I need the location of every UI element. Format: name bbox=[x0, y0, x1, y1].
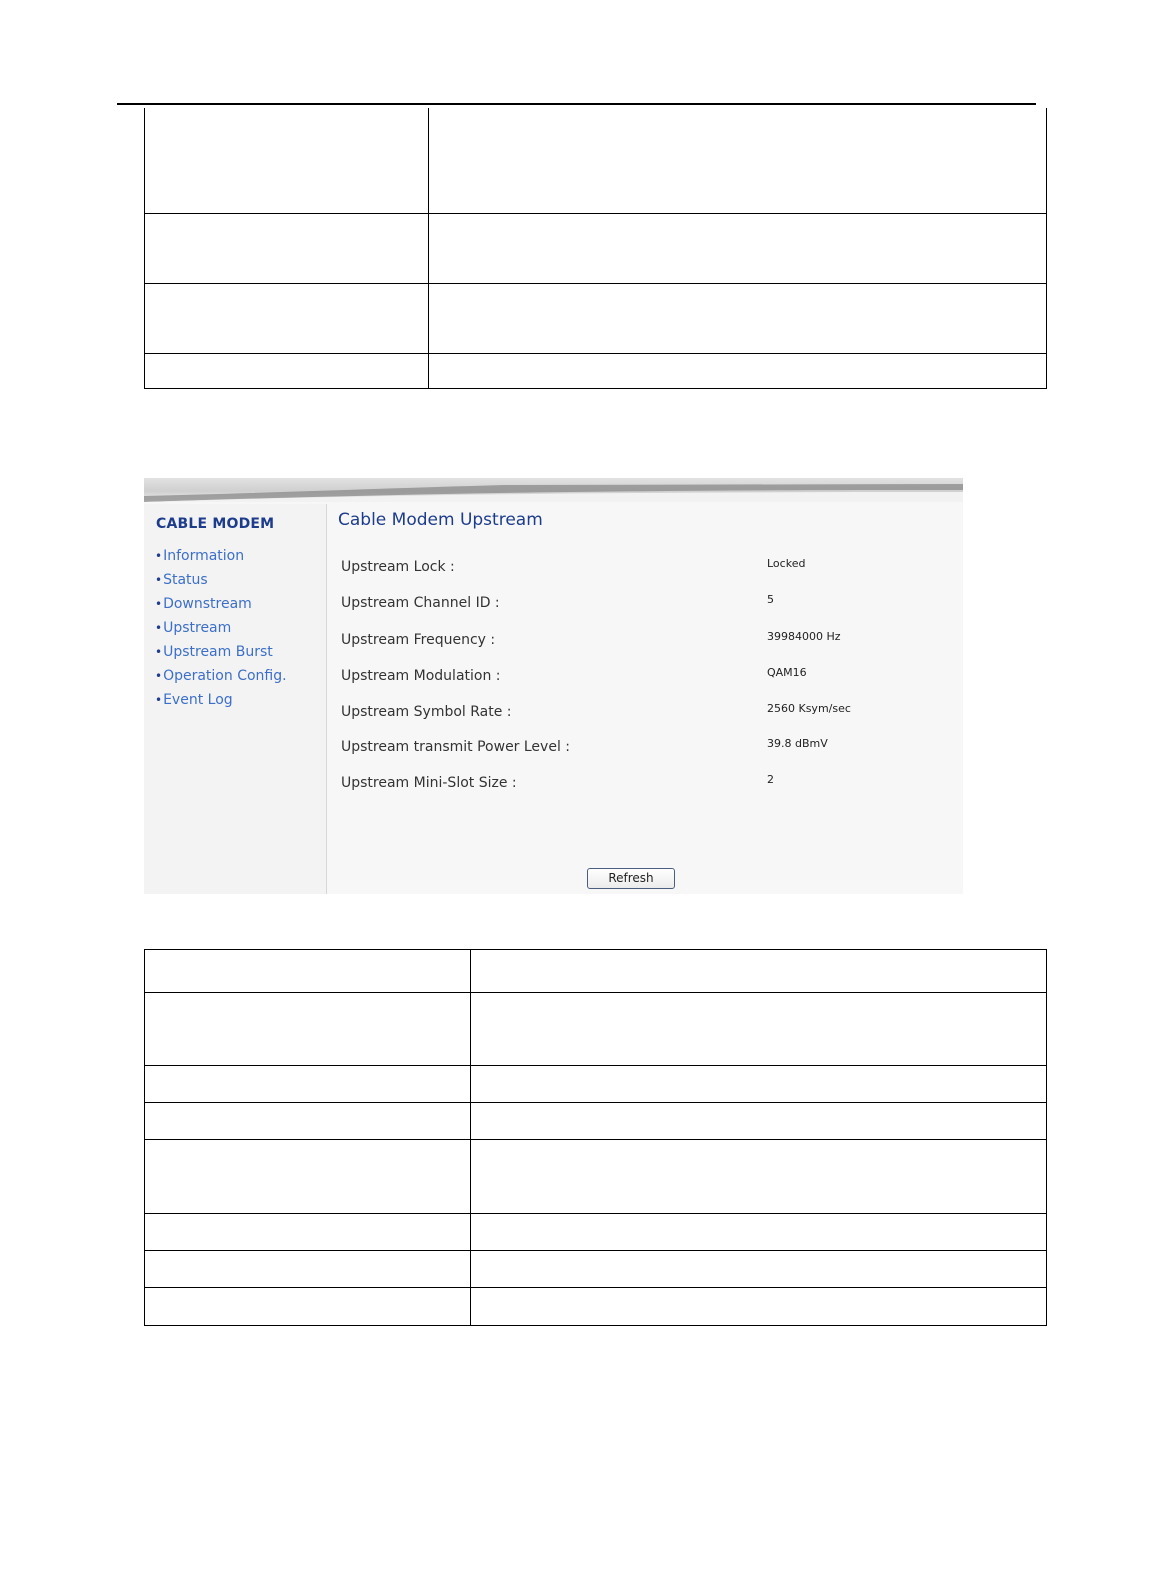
sidebar-item-label: Status bbox=[163, 572, 208, 588]
table-cell bbox=[471, 1288, 1047, 1326]
field-value: 2560 Ksym/sec bbox=[767, 702, 851, 715]
field-value: 2 bbox=[767, 773, 774, 786]
sidebar-title: CABLE MODEM bbox=[156, 516, 275, 532]
field-value: 39.8 dBmV bbox=[767, 737, 828, 750]
field-label: Upstream transmit Power Level : bbox=[341, 739, 571, 755]
table-cell bbox=[145, 108, 429, 213]
sidebar-item-information[interactable] bbox=[155, 544, 287, 568]
field-label: Upstream Symbol Rate : bbox=[341, 704, 512, 720]
field-row-modulation bbox=[341, 668, 941, 692]
field-row-power-level bbox=[341, 739, 941, 763]
bullet-icon: • bbox=[155, 621, 163, 635]
sidebar-nav bbox=[155, 544, 287, 712]
table-row bbox=[145, 213, 1047, 283]
field-value: 39984000 Hz bbox=[767, 630, 841, 643]
table-cell bbox=[471, 1214, 1047, 1251]
table-row bbox=[145, 1288, 1047, 1326]
field-label: Upstream Lock : bbox=[341, 559, 455, 575]
table-cell bbox=[471, 1103, 1047, 1140]
field-row-mini-slot-size bbox=[341, 775, 941, 799]
table-row bbox=[145, 950, 1047, 993]
sidebar-item-event-log[interactable] bbox=[155, 688, 287, 712]
table-cell bbox=[145, 353, 429, 388]
banner-swoosh bbox=[144, 484, 963, 502]
sidebar-item-label: Event Log bbox=[163, 692, 233, 708]
table-cell bbox=[145, 1140, 471, 1214]
table-cell bbox=[471, 950, 1047, 993]
table-row bbox=[145, 1251, 1047, 1288]
sidebar-item-upstream[interactable] bbox=[155, 616, 287, 640]
header-rule bbox=[117, 103, 1036, 105]
table-row bbox=[145, 108, 1047, 213]
table-row bbox=[145, 1214, 1047, 1251]
table-row bbox=[145, 1140, 1047, 1214]
field-label: Upstream Modulation : bbox=[341, 668, 501, 684]
table-cell bbox=[471, 1066, 1047, 1103]
table-cell bbox=[471, 1140, 1047, 1214]
table-row bbox=[145, 283, 1047, 353]
sidebar-item-label: Upstream Burst bbox=[163, 644, 273, 660]
field-value: 5 bbox=[767, 593, 774, 606]
table-cell bbox=[471, 1251, 1047, 1288]
table-cell bbox=[145, 1066, 471, 1103]
sidebar-item-label: Operation Config. bbox=[163, 668, 287, 684]
bullet-icon: • bbox=[155, 669, 163, 683]
content-panel bbox=[328, 504, 963, 894]
field-label: Upstream Mini-Slot Size : bbox=[341, 775, 517, 791]
sidebar-item-downstream[interactable] bbox=[155, 592, 287, 616]
table-cell bbox=[145, 1103, 471, 1140]
table-cell bbox=[429, 283, 1047, 353]
field-value: Locked bbox=[767, 557, 806, 570]
table-cell bbox=[145, 283, 429, 353]
sidebar-item-label: Upstream bbox=[163, 620, 232, 636]
banner bbox=[144, 478, 963, 502]
page-title: Cable Modem Upstream bbox=[338, 510, 543, 530]
sidebar-item-operation-config[interactable] bbox=[155, 664, 287, 688]
field-row-channel-id bbox=[341, 595, 941, 619]
sidebar bbox=[144, 504, 327, 894]
bullet-icon: • bbox=[155, 693, 163, 707]
sidebar-item-label: Downstream bbox=[163, 596, 252, 612]
bullet-icon: • bbox=[155, 645, 163, 659]
table-row bbox=[145, 1103, 1047, 1140]
sidebar-item-status[interactable] bbox=[155, 568, 287, 592]
table-row bbox=[145, 353, 1047, 388]
table-cell bbox=[471, 993, 1047, 1066]
table-cell bbox=[145, 213, 429, 283]
refresh-button[interactable]: Refresh bbox=[587, 868, 675, 889]
table-row bbox=[145, 993, 1047, 1066]
field-value: QAM16 bbox=[767, 666, 807, 679]
table-cell bbox=[429, 108, 1047, 213]
description-table-bottom bbox=[144, 949, 1047, 1326]
sidebar-item-upstream-burst[interactable] bbox=[155, 640, 287, 664]
field-row-symbol-rate bbox=[341, 704, 941, 728]
field-label: Upstream Frequency : bbox=[341, 632, 496, 648]
bullet-icon: • bbox=[155, 597, 163, 611]
table-cell bbox=[145, 1251, 471, 1288]
table-row bbox=[145, 1066, 1047, 1103]
bullet-icon: • bbox=[155, 573, 163, 587]
bullet-icon: • bbox=[155, 549, 163, 563]
table-cell bbox=[145, 1288, 471, 1326]
table-cell bbox=[429, 353, 1047, 388]
field-label: Upstream Channel ID : bbox=[341, 595, 500, 611]
field-row-frequency bbox=[341, 632, 941, 656]
sidebar-item-label: Information bbox=[163, 548, 245, 564]
table-cell bbox=[145, 950, 471, 993]
description-table-top bbox=[144, 108, 1047, 389]
table-cell bbox=[145, 993, 471, 1066]
table-cell bbox=[145, 1214, 471, 1251]
field-row-upstream-lock bbox=[341, 559, 941, 583]
modem-upstream-screenshot bbox=[144, 478, 963, 894]
table-cell bbox=[429, 213, 1047, 283]
